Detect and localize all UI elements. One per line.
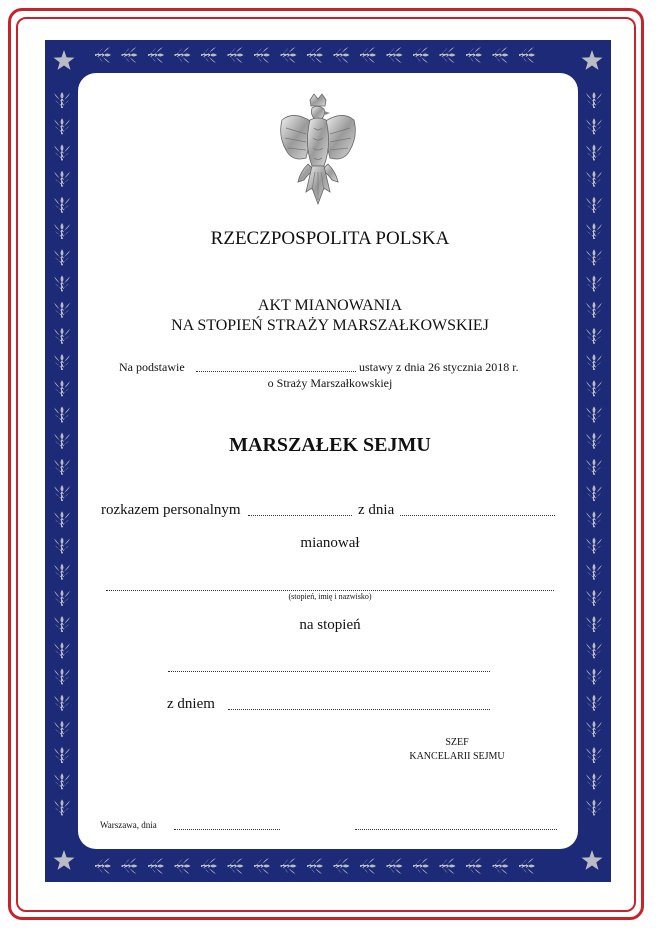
- title-line-1: AKT MIANOWANIA: [257, 297, 403, 314]
- ornament-icon: [54, 642, 70, 658]
- ornament-icon: [586, 747, 602, 763]
- ornament-icon: [95, 47, 111, 63]
- star-icon: [54, 50, 75, 70]
- basis-blank-line: [196, 371, 356, 372]
- ornament-icon: [148, 47, 164, 63]
- order-date-label: z dnia: [358, 502, 395, 518]
- ornament-icon: [519, 858, 535, 874]
- ornament-icon: [201, 858, 217, 874]
- ornament-icon: [54, 275, 70, 291]
- ornament-icon: [122, 858, 138, 874]
- ornament-icon: [360, 47, 376, 63]
- ornament-icon: [54, 92, 70, 108]
- ornament-icon: [586, 668, 602, 684]
- ornament-icon: [586, 197, 602, 213]
- ornament-icon: [54, 354, 70, 370]
- title-line-2: NA STOPIEŃ STRAŻY MARSZAŁKOWSKIEJ: [171, 317, 489, 334]
- star-icon: [54, 850, 75, 870]
- ornament-icon: [440, 858, 456, 874]
- ornament-icon: [228, 858, 244, 874]
- ornament-icon: [360, 858, 376, 874]
- ornament-icon: [54, 747, 70, 763]
- signature-title-1: SZEF: [445, 737, 469, 748]
- ornament-icon: [586, 511, 602, 527]
- ornament-icon: [493, 858, 509, 874]
- ornament-icon: [54, 564, 70, 580]
- basis-prefix: Na podstawie: [119, 360, 185, 374]
- ornament-icon: [54, 695, 70, 711]
- ornament-icon: [54, 118, 70, 134]
- ornament-icon: [493, 47, 509, 63]
- ornament-icon: [334, 858, 350, 874]
- ornament-icon: [54, 459, 70, 475]
- ornament-icon: [586, 354, 602, 370]
- ornament-icon: [54, 485, 70, 501]
- ornament-icon: [586, 721, 602, 737]
- ornament-icon: [586, 249, 602, 265]
- name-blank-line: [106, 590, 554, 591]
- name-caption: (stopień, imię i nazwisko): [288, 592, 372, 601]
- ornament-icon: [95, 858, 111, 874]
- ornament-icon: [586, 564, 602, 580]
- to-rank-label: na stopień: [299, 617, 361, 633]
- ornament-icon: [586, 799, 602, 815]
- ornament-icon: [440, 47, 456, 63]
- order-label: rozkazem personalnym: [101, 502, 241, 518]
- ornament-icon: [54, 197, 70, 213]
- ornament-icon: [586, 773, 602, 789]
- ornament-icon: [307, 858, 323, 874]
- ornament-icon: [466, 47, 482, 63]
- ornament-icon: [254, 47, 270, 63]
- ornament-icon: [413, 858, 429, 874]
- ornament-icon: [54, 668, 70, 684]
- signature-title-2: KANCELARII SEJMU: [409, 751, 505, 762]
- ornament-icon: [54, 721, 70, 737]
- ornament-icon: [334, 47, 350, 63]
- effective-date-label: z dniem: [167, 696, 215, 712]
- ornament-icon: [54, 799, 70, 815]
- star-icon: [582, 850, 603, 870]
- order-number-blank: [248, 515, 352, 516]
- ornament-icon: [54, 406, 70, 422]
- ornament-icon: [54, 249, 70, 265]
- signature-blank-line: [355, 829, 557, 830]
- ornament-icon: [586, 92, 602, 108]
- basis-line-2: o Straży Marszałkowskiej: [267, 376, 393, 390]
- ornament-icon: [228, 47, 244, 63]
- ornament-icon: [387, 47, 403, 63]
- effective-date-blank: [228, 709, 490, 710]
- ornament-icon: [54, 773, 70, 789]
- ornament-icon: [519, 47, 535, 63]
- authority-title: MARSZAŁEK SEJMU: [229, 434, 431, 456]
- ornament-icon: [201, 47, 217, 63]
- ornament-icon: [387, 858, 403, 874]
- white-eagle-emblem-icon: [276, 92, 360, 208]
- ornament-icon: [148, 858, 164, 874]
- ornament-icon: [586, 459, 602, 475]
- ornament-icon: [122, 47, 138, 63]
- ornament-icon: [586, 406, 602, 422]
- ornament-icon: [281, 858, 297, 874]
- ornament-icon: [586, 144, 602, 160]
- ornament-icon: [586, 485, 602, 501]
- country-name: RZECZPOSPOLITA POLSKA: [210, 228, 450, 249]
- ornament-icon: [254, 858, 270, 874]
- order-date-blank: [400, 515, 555, 516]
- ornament-icon: [54, 144, 70, 160]
- ornament-icon: [175, 47, 191, 63]
- place-date-blank: [174, 829, 280, 830]
- ornament-icon: [175, 858, 191, 874]
- ornament-icon: [586, 118, 602, 134]
- ornament-icon: [466, 858, 482, 874]
- ornament-icon: [586, 642, 602, 658]
- ornament-icon: [586, 695, 602, 711]
- ornament-icon: [307, 47, 323, 63]
- appointed-label: mianował: [300, 535, 360, 551]
- basis-suffix: ustawy z dnia 26 stycznia 2018 r.: [359, 360, 519, 374]
- ornament-icon: [586, 171, 602, 187]
- rank-blank-line: [168, 671, 490, 672]
- ornament-icon: [586, 275, 602, 291]
- place-date-label: Warszawa, dnia: [100, 820, 157, 830]
- ornament-icon: [54, 171, 70, 187]
- ornament-icon: [281, 47, 297, 63]
- ornament-icon: [54, 511, 70, 527]
- star-icon: [582, 50, 603, 70]
- ornament-icon: [413, 47, 429, 63]
